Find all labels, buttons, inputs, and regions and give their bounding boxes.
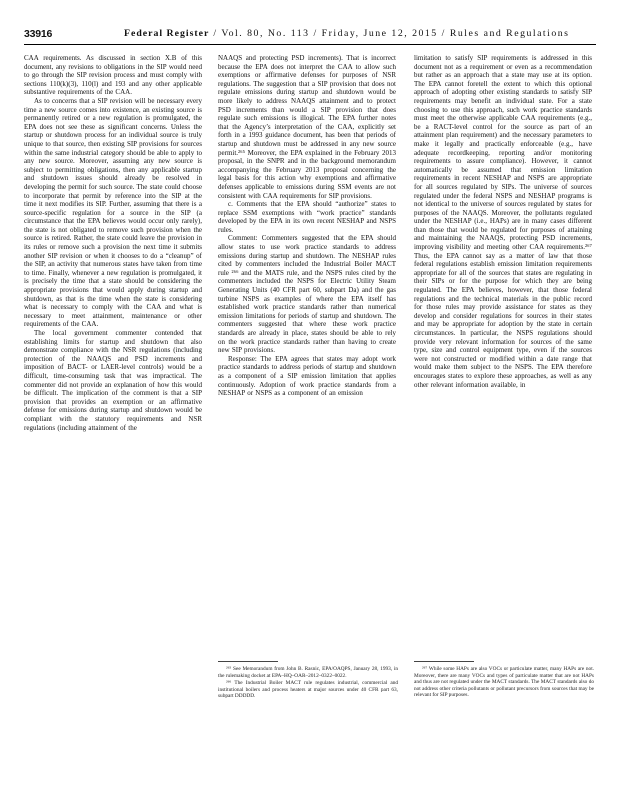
paragraph: The local government commenter contended that establishing limits for startup and shutdown that also demonstrate compliance with the NSR regulations (including protection of the NAAQS and PSD increments and imposition of BACT- or LAER-level controls) would be a difficult, time-consuming task that was impractical. The commenter did not provide an explanation of how this would be difficult. The implication of the comment is that a SIP provision that provides an exemption or an affirmative defense for emissions during startup and shutdown would be compliant with the statutory requirements and NSR regulations (including attainment of the — [24, 329, 202, 432]
paragraph: CAA requirements. As discussed in section X.B of this document, any revisions to obligations in the SIP would need to go through the SIP revision process and must comply with sections 110(k)(3), 110(l) and 193 and any other applicable substantive requirements of the CAA. — [24, 54, 202, 97]
footnote-rule — [218, 661, 278, 662]
column-2 — [218, 54, 396, 634]
footnote: ²⁶⁶ The Industrial Boiler MACT rule regulates industrial, commercial and institutional boilers and process heaters at major sources under 40 CFR part 63, subpart DDDDD. — [218, 680, 398, 700]
running-title — [124, 28, 570, 39]
paragraph: NAAQS and protecting PSD increments). That is incorrect because the EPA does not interpret the CAA to allow such exemptions or affirmative defenses for purposes of NSR regulations. The suggestion that a SIP provision that does not regulate emissions during startup and shutdown would be more likely to address NAAQS attainment and to protect PSD increments than would a SIP provision that does regulate such emissions is illogical. The EPA further notes that the Agency’s interpretation of the CAA, explicitly set forth in a 1993 guidance document, has been that periods of startup and shutdown must be addressed in any new source permit.²⁶⁵ Moreover, the EPA explained in the February 2013 proposal, in the SNPR and in the background memorandum accompanying the February 2013 proposal concerning the legal basis for this action why exemptions and affirmative defenses applicable to emissions during SSM events are not consistent with CAA requirements for SIP provisions. — [218, 54, 396, 200]
section-heading: c. Comments that the EPA should “authorize” states to replace SSM exemptions with “work practice” standards developed by the EPA in its own recent NESHAP and NSPS rules. — [218, 200, 396, 234]
body-columns — [24, 54, 596, 700]
footnote: ²⁶⁵ See Memorandum from John B. Rasnic, EPA/OAQPS, January 28, 1993, in the rulemaking docket at EPA–HQ–OAR–2012–0322–0022. — [218, 666, 398, 679]
page-header — [24, 26, 596, 45]
footnote-rule — [414, 661, 474, 662]
journal-name: Federal Register — [124, 28, 210, 39]
paragraph: As to concerns that a SIP revision will be necessary every time a new source comes into existence, an existing source is permanently retired or a new regulation is promulgated, the EPA does not see these as significant concerns. Unless the startup or shutdown process for an individual source is truly unique to that source, then existing SIP provisions for sources within the same industrial category should be able to apply to any new source. Moreover, assuming any new source is subject to permitting obligations, then any applicable startup and shutdown issues should already be resolved in developing the permit for such source. The state could choose to incorporate that permit by reference into the SIP at the time it next modifies its SIP. Further, assuming that there is a source-specific regulation for a source in the SIP (a circumstance that the EPA believes would occur only rarely), the state is not obligated to remove such provision when the source is retired. Rather, the state could leave the provision in its rules or remove such a provision the next time it submits another SIP revision or when it chooses to do a “cleanup” of the SIP, an activity that numerous states have taken from time to time. Finally, whenever a new regulation is promulgated, it is precisely the time that a state should be considering the appropriate provisions that would apply during startup and shutdown, as that is the time when the state is considering what is necessary to comply with the CAA and what is necessary to meet attainment, maintenance or other requirements of the CAA. — [24, 96, 202, 329]
footnotes-column-3 — [414, 666, 594, 700]
footnote: ²⁶⁷ While some HAPs are also VOCs or particulate matter, many HAPs are not. Moreover, there are many VOCs and types of particulate matter that are not HAPs and thus are not regulated under the MACT standards. The MACT standards also do not address other criteria pollutants or pollutant precursors from sources that may be relevant for SIP purposes. — [414, 666, 594, 699]
column-3 — [414, 54, 592, 634]
document-page — [24, 26, 596, 700]
paragraph: Response: The EPA agrees that states may adopt work practice standards to address periods of startup and shutdown as a component of a SIP emission limitation that applies continuously. Adoption of work practice standards from a NESHAP or NSPS as a component of an emission — [218, 354, 396, 398]
paragraph: Comment: Commenters suggested that the EPA should allow states to use work practice standards to address emissions during startup and shutdown. The NESHAP rules cited by commenters included the Industrial Boiler MACT rule ²⁶⁶ and the MATS rule, and the NSPS rules cited by the commenters included the NSPS for Electric Utility Steam Generating Units (40 CFR part 60, subpart Da) and the gas turbine NSPS as examples of where the EPA itself has established work practice standards rather than numerical emission limitations for periods of startup and shutdown. The commenters suggested that where these work practice standards are already in place, states should be able to rely on the work practice standards rather than having to create new SIP provisions. — [218, 234, 396, 355]
paragraph: limitation to satisfy SIP requirements is addressed in this document not as a requirement or even as a recommendation but rather as an approach that a state may use at its option. The EPA cannot foretell the extent to which this optional approach of adopting other existing standards to satisfy SIP requirements may benefit an individual state. For a state choosing to use this approach, such work practice standards must meet the otherwise applicable CAA requirements (e.g., be a RACT-level control for the source as part of an attainment plan requirement) and the necessary parameters to make it legally and practically enforceable (e.g., have adequate recordkeeping, reporting and/or monitoring requirements to assure compliance). However, it cannot automatically be assumed that emission limitation requirements in recent NESHAP and NSPS are appropriate for all sources regulated by SIPs. The universe of sources regulated under the federal NSPS and NESHAP programs is not identical to the universe of sources regulated by states for purposes of the NAAQS. Moreover, the pollutants regulated under the NESHAP (i.e., HAPs) are in many cases different than those that would be regulated for purposes of attaining and maintaining the NAAQS, protecting PSD increments, improving visibility and meeting other CAA requirements.²⁶⁷ Thus, the EPA cannot say as a matter of law that those federal regulations establish emission limitation requirements appropriate for all of the sources that states are regulating in their SIPs or for the purpose for which they are being regulated. The EPA believes, however, that those federal regulations and the technical materials in the public record for those rules may provide assistance for states as they develop and consider regulations for sources in their states and may be appropriate for adoption by the state in certain circumstances. In particular, the NSPS regulations should provide very relevant information for sources of the same type, size and control equipment type, even if the sources were not constructed or modified within a date range that would make them subject to the NSPS. The EPA therefore encourages states to explore these approaches, as well as any other relevant information available, in — [414, 54, 592, 389]
page-number: 33916 — [24, 28, 53, 40]
issue-info: / Vol. 80, No. 113 / Friday, June 12, 2015 / Rules and Regulations — [209, 28, 570, 39]
footnotes-column-2 — [218, 666, 398, 701]
column-1 — [24, 54, 202, 796]
